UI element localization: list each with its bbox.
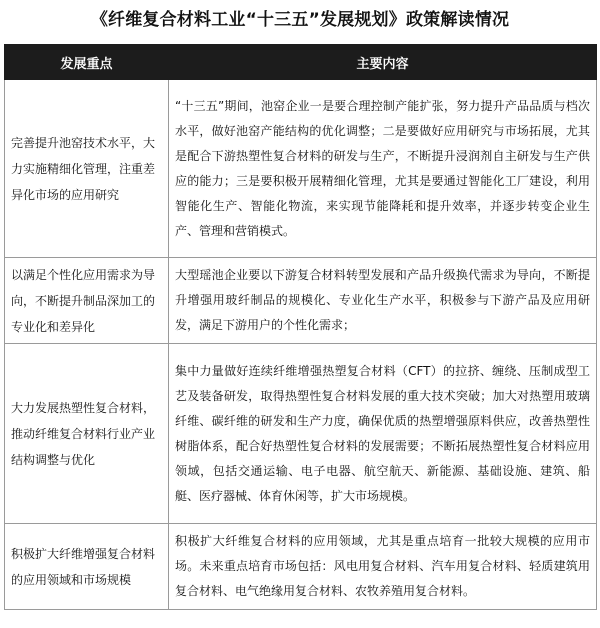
row-content: “十三五”期间，池窑企业一是要合理控制产能扩张，努力提升产品品质与档次水平，做好池窑产能结构的优化调整；二是要做好应用研究与市场拓展，尤其是配合下游热塑性复合材料的研发与生产，不断提升浸润剂自主研发与生产供应的能力；三是要积极开展精细化管理，尤其是要通过智能化工厂建设，利用智能化生产、智能化物流，来实现节能降耗和提升效率，并逐步转变企业生产、管理和营销模式。 — [169, 80, 597, 258]
row-content: 积极扩大纤维复合材料的应用领域，尤其是重点培育一批较大规模的应用市场。未来重点培育市场包括：风电用复合材料、汽车用复合材料、轻质建筑用复合材料、电气绝缘用复合材料、农牧养殖用复合材料。 — [169, 524, 597, 610]
policy-table — [4, 44, 597, 610]
table-row — [5, 258, 597, 344]
table-header — [5, 45, 597, 80]
row-focus: 积极扩大纤维增强复合材料的应用领域和市场规模 — [5, 524, 169, 610]
page-title: 《纤维复合材料工业“十三五”发展规划》政策解读情况 — [90, 10, 510, 30]
header-focus: 发展重点 — [5, 45, 169, 80]
table-row — [5, 344, 597, 524]
row-content: 集中力量做好连续纤维增强热塑复合材料（CFT）的拉挤、缠绕、压制成型工艺及装备研发，取得热塑性复合材料发展的重大技术突破；加大对热塑用玻璃纤维、碳纤维的研发和生产力度，确保优质的热塑增强原料供应，改善热塑性树脂体系，配合好热塑性复合材料的发展需要；不断拓展热塑性复合材料应用领域，包括交通运输、电子电器、航空航天、新能源、基础设施、建筑、船艇、医疗器械、体育休闲等，扩大市场规模。 — [169, 344, 597, 524]
table-row — [5, 80, 597, 258]
table-row — [5, 524, 597, 610]
row-content: 大型瑶池企业要以下游复合材料转型发展和产品升级换代需求为导向，不断提升增强用玻纤制品的规模化、专业化生产水平，积极参与下游产品及应用研发，满足下游用户的个性化需求； — [169, 258, 597, 344]
header-content: 主要内容 — [169, 45, 597, 80]
header-row — [5, 45, 597, 80]
row-focus: 以满足个性化应用需求为导向，不断提升制品深加工的专业化和差异化 — [5, 258, 169, 344]
row-focus: 完善提升池窑技术水平，大力实施精细化管理，注重差异化市场的应用研究 — [5, 80, 169, 258]
row-focus: 大力发展热塑性复合材料，推动纤维复合材料行业产业结构调整与优化 — [5, 344, 169, 524]
